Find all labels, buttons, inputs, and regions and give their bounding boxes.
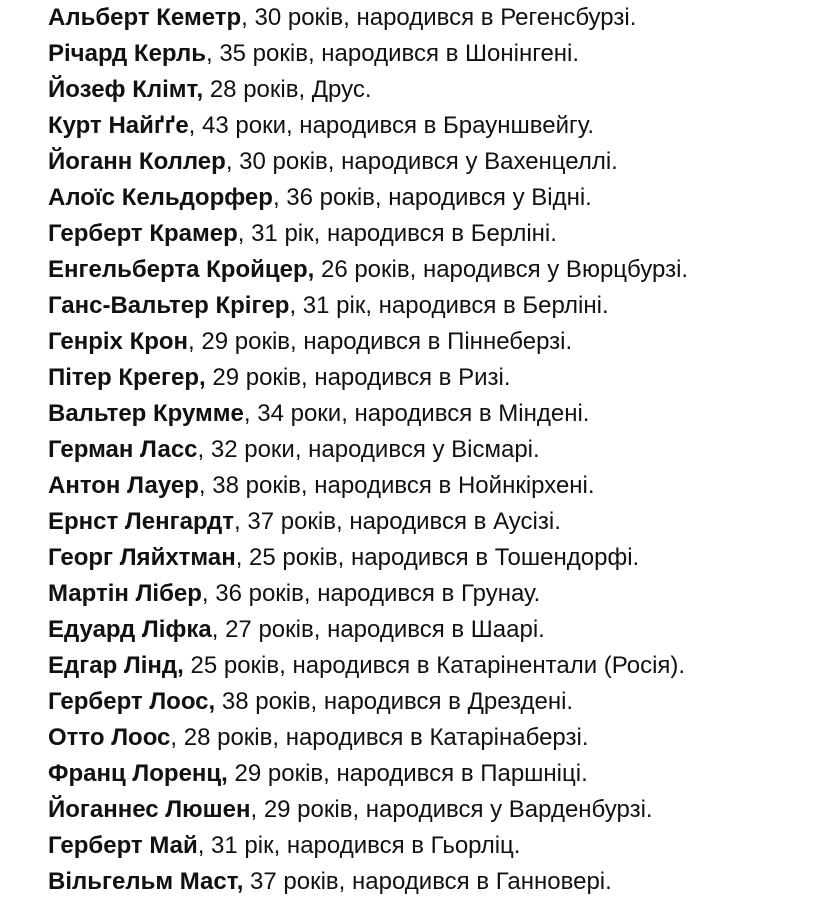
person-name: Йозеф Клімт, [48, 76, 204, 103]
list-item [48, 828, 520, 864]
person-details: 37 років, народився в Ганновері. [243, 868, 612, 895]
person-details: , 37 років, народився в Аусізі. [234, 508, 561, 535]
person-details: 38 років, народився в Дрездені. [215, 688, 574, 715]
person-details: , 27 років, народився в Шаарі. [211, 616, 545, 643]
person-details: , 36 років, народився у Відні. [272, 184, 592, 211]
person-name: Антон Лауер [48, 472, 199, 499]
person-name: Ганс-Вальтер Крігер [48, 292, 290, 319]
person-details: , 28 років, народився в Катарінаберзі. [170, 724, 589, 751]
person-name: Герберт Крамер [48, 220, 238, 247]
person-name: Мартін Лібер [48, 580, 202, 607]
person-details: , 36 років, народився в Грунау. [201, 580, 541, 607]
person-details: , 35 років, народився в Шонінгені. [205, 40, 580, 67]
person-name: Вільгельм Маст, [48, 868, 244, 895]
person-details: , 25 років, народився в Тошендорфі. [235, 544, 640, 571]
person-name: Едгар Лінд, [48, 652, 184, 679]
person-details: 29 років, народився в Ризі. [205, 364, 511, 391]
person-name: Едуард Ліфка [48, 616, 212, 643]
list-item [48, 648, 685, 684]
list-item [48, 612, 545, 648]
list-item [48, 504, 561, 540]
person-name: Йоганнес Люшен [48, 796, 251, 823]
list-item [48, 144, 618, 180]
list-item [48, 72, 372, 108]
person-name: Пітер Крегер, [48, 364, 206, 391]
person-name: Курт Найґґе [48, 112, 189, 139]
person-name: Франц Лоренц, [48, 760, 228, 787]
list-item [48, 180, 592, 216]
person-details: 25 років, народився в Катарінентали (Росія). [183, 652, 686, 679]
list-item [48, 216, 557, 252]
person-details: 28 років, Друс. [203, 76, 372, 103]
person-details: , 31 рік, народився в Гьорліц. [197, 832, 521, 859]
person-name: Герман Ласс [48, 436, 198, 463]
list-item [48, 324, 572, 360]
person-details: , 34 роки, народився в Міндені. [243, 400, 590, 427]
list-item [48, 576, 540, 612]
person-details: , 43 роки, народився в Брауншвейгу. [188, 112, 594, 139]
person-name: Вальтер Крумме [48, 400, 244, 427]
list-item [48, 540, 639, 576]
person-name: Алоїс Кельдорфер [48, 184, 273, 211]
person-name: Річард Керль [48, 40, 206, 67]
person-name: Отто Лоос [48, 724, 171, 751]
person-details: , 29 років, народився в Піннеберзі. [188, 328, 573, 355]
person-details: , 31 рік, народився в Берліні. [289, 292, 609, 319]
person-details: , 30 років, народився у Вахенцеллі. [225, 148, 618, 175]
list-item [48, 468, 595, 504]
list-item [48, 396, 589, 432]
list-item [48, 432, 540, 468]
person-details: , 32 роки, народився у Вісмарі. [197, 436, 540, 463]
list-item [48, 792, 653, 828]
person-details: , 30 років, народився в Регенсбурзі. [241, 4, 637, 31]
person-details: , 29 років, народився у Варденбурзі. [250, 796, 653, 823]
list-item [48, 108, 594, 144]
person-details: 29 років, народився в Паршніці. [227, 760, 588, 787]
list-item [48, 684, 573, 720]
list-item [48, 360, 511, 396]
list-item [48, 756, 588, 792]
list-item [48, 720, 589, 756]
list-item [48, 36, 579, 72]
person-name: Герберт Май [48, 832, 198, 859]
person-name: Енгельберта Кройцер, [48, 256, 315, 283]
list-item [48, 864, 612, 900]
person-details: , 38 років, народився в Нойнкірхені. [198, 472, 595, 499]
person-details: 26 років, народився у Вюрцбурзі. [314, 256, 689, 283]
person-name: Георг Ляйхтман [48, 544, 236, 571]
list-item [48, 0, 636, 36]
person-name: Герберт Лоос, [48, 688, 216, 715]
person-details: , 31 рік, народився в Берліні. [237, 220, 557, 247]
person-name: Генріх Крон [48, 328, 189, 355]
person-name: Йоганн Коллер [48, 148, 226, 175]
list-item [48, 288, 609, 324]
person-name: Альберт Кеметр [48, 4, 242, 31]
person-name: Ернст Ленгардт [48, 508, 235, 535]
list-item [48, 252, 688, 288]
